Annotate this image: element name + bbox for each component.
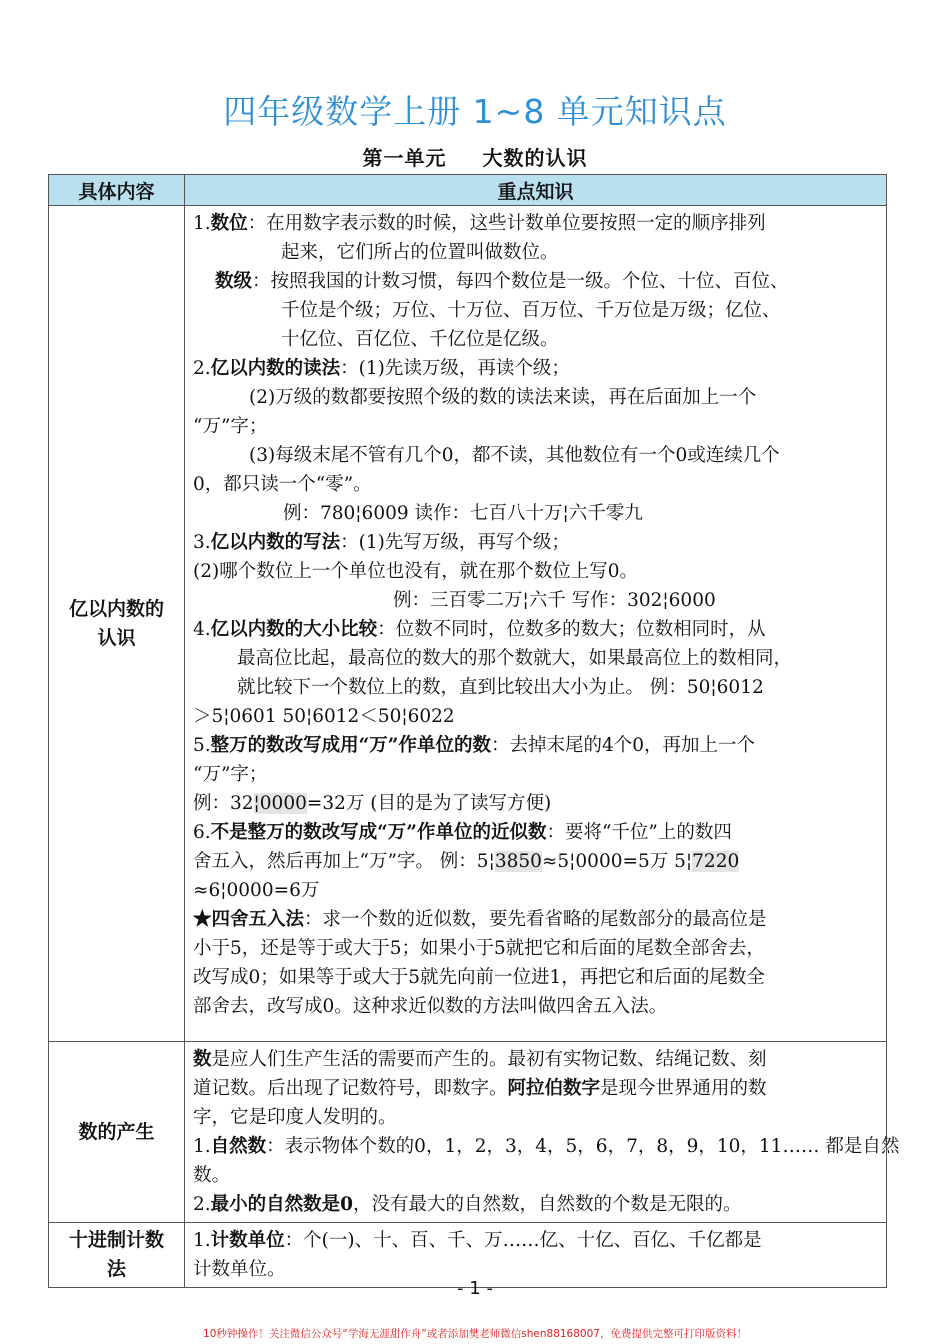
text-line: 舍五入，然后再加上“万”字。 例：5¦3850≈5¦0000=5万 5¦7220 <box>193 851 740 872</box>
text-line: 就比较下一个数位上的数，直到比较出大小为止。 例：50¦6012 <box>237 677 764 698</box>
text-line: 0，都只读一个“零”。 <box>193 474 372 495</box>
unit-name: 第一单元 <box>362 146 447 170</box>
header-content-type: 具体内容 <box>49 175 185 206</box>
text-line: (2)万级的数都要按照个级的数的读法来读，再在后面加上一个 <box>249 387 757 408</box>
text-line: 改写成0；如果等于或大于5就先向前一位进1，再把它和后面的尾数全 <box>193 967 765 988</box>
category-line: 十进制计数 <box>68 1229 164 1251</box>
highlighted-digits: 7220 <box>692 851 740 872</box>
category-line: 法 <box>106 1258 126 1280</box>
knowledge-table <box>48 174 900 1288</box>
text-line: 道记数。后出现了记数符号，即数字。阿拉伯数字是现今世界通用的数 <box>193 1078 767 1099</box>
text-line: 3.亿以内数的写法：(1)先写万级，再写个级； <box>193 532 570 553</box>
highlighted-digits: ¦0000 <box>253 793 307 814</box>
text-line: 数级：按照我国的计数习惯，每四个数位是一级。个位、十位、百位、 <box>215 271 789 292</box>
text-line: 部舍去，改写成0。这种求近似数的方法叫做四舍五入法。 <box>193 996 668 1017</box>
table-row <box>49 1042 887 1223</box>
text-line: 例：780¦6009 读作：七百八十万¦六千零九 <box>283 503 643 524</box>
unit-topic: 大数的认识 <box>482 146 588 170</box>
text-line: “万”字； <box>193 764 268 785</box>
unit-heading <box>0 142 950 171</box>
row-category <box>49 1042 185 1223</box>
text-line: 小于5，还是等于或大于5；如果小于5就把它和后面的尾数全部舍去， <box>193 938 765 959</box>
text-line: 6.不是整万的数改写成“万”作单位的近似数：要将“千位”上的数四 <box>193 822 732 843</box>
category-line: 数的产生 <box>78 1120 155 1143</box>
footer-note: 10秒钟操作！关注微信公众号“学海无涯甜作舟”或者添加樊老师微信shen88168007，免费提供完整可打印版资料！ <box>203 1328 747 1340</box>
text-line: 1.数位：在用数字表示数的时候，这些计数单位要按照一定的顺序排列 <box>193 213 766 234</box>
text-line: 字，它是印度人发明的。 <box>193 1107 397 1128</box>
text-line: ≈6¦0000=6万 <box>193 880 320 901</box>
text-line: 十亿位、百亿位、千亿位是亿级。 <box>281 329 559 350</box>
document-title: 四年级数学上册 1~8 单元知识点 <box>223 92 727 131</box>
text-line: 例：32¦0000=32万 (目的是为了读写方便) <box>193 793 552 814</box>
text-line: 5.整万的数改写成用“万”作单位的数：去掉末尾的4个0，再加上一个 <box>193 735 755 756</box>
text-line: (2)哪个数位上一个单位也没有，就在那个数位上写0。 <box>193 561 638 582</box>
text-line: ★四舍五入法：求一个数的近似数，要先看省略的尾数部分的最高位是 <box>193 909 767 930</box>
text-line: 数是应人们生产生活的需要而产生的。最初有实物记数、结绳记数、刻 <box>193 1049 767 1070</box>
row-category <box>49 206 185 1042</box>
text-line: 最高位比起，最高位的数大的那个数就大，如果最高位上的数相同， <box>237 648 793 669</box>
text-line: 计数单位。 <box>193 1259 286 1280</box>
table-header-row <box>49 175 887 206</box>
text-line: 4.亿以内数的大小比较：位数不同时，位数多的数大；位数相同时，从 <box>193 619 766 640</box>
text-line: 例：三百零二万¦六千 写作：302¦6000 <box>393 590 716 611</box>
table-row <box>49 206 887 1042</box>
category-line: 认识 <box>97 626 136 649</box>
text-line: 千位是个级；万位、十万位、百万位、千万位是万级；亿位、 <box>281 300 781 321</box>
text-line: ＞5¦0601 50¦6012＜50¦6022 <box>193 706 455 727</box>
text-line: 1.计数单位：个(一)、十、百、千、万……亿、十亿、百亿、千亿都是 <box>193 1230 762 1251</box>
row-content <box>185 206 887 1042</box>
highlighted-digits: 3850 <box>494 851 542 872</box>
category-line: 亿以内数的 <box>68 597 164 620</box>
text-line: 数。 <box>193 1165 231 1186</box>
text-line: 2.最小的自然数是0，没有最大的自然数，自然数的个数是无限的。 <box>193 1194 742 1215</box>
text-line: 1.自然数：表示物体个数的0，1，2，3，4，5，6，7，8，9，10，11…… 都是自然 <box>193 1136 900 1157</box>
text-line: “万”字； <box>193 416 268 437</box>
header-key-knowledge: 重点知识 <box>185 175 887 206</box>
text-line: 起来，它们所占的位置叫做数位。 <box>281 242 559 263</box>
text-line: (3)每级末尾不管有几个0，都不读，其他数位有一个0或连续几个 <box>249 445 780 466</box>
text-line: 2.亿以内数的读法：(1)先读万级，再读个级； <box>193 358 570 379</box>
row-content <box>185 1042 900 1223</box>
page-number: - 1 - <box>457 1278 493 1299</box>
